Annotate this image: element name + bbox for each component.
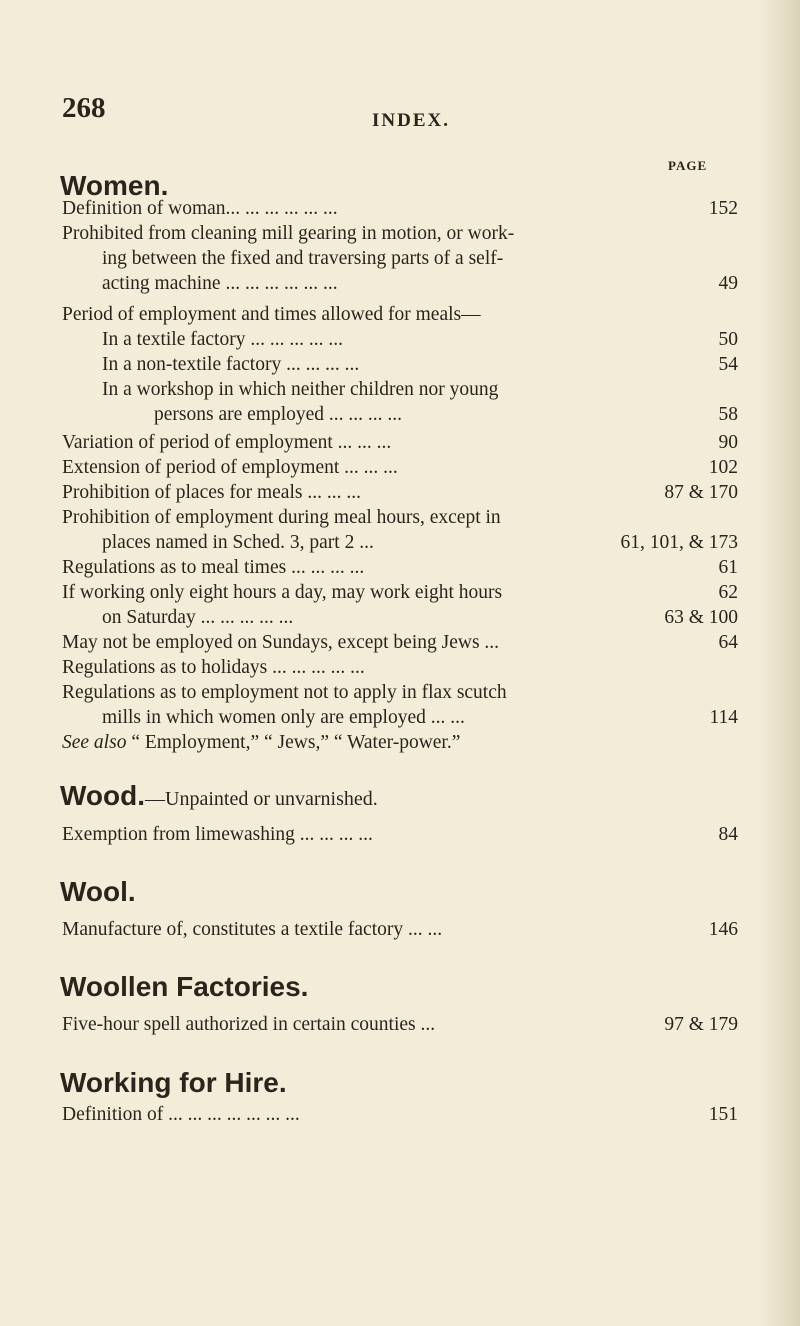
entry-page: 49 [718,273,738,294]
entry-text: Definition of woman... ... ... ... ... ... [62,198,338,219]
entry-page: 151 [708,1104,738,1125]
index-entry [62,1102,738,1127]
index-entry [62,302,738,327]
entry-page: 97 & 179 [664,1014,738,1035]
entry-text: Five-hour spell authorized in certain counties ... [62,1014,436,1035]
entry-text: Exemption from limewashing ... ... ... ... [62,824,373,845]
page-number: 268 [62,92,106,124]
index-entry [62,917,738,942]
see-also-entry [62,730,738,755]
entry-text: Definition of ... ... ... ... ... ... ... [62,1104,300,1125]
entry-text: Period of employment and times allowed for meals— [62,304,481,325]
section-heading-wool: Wool. [60,876,136,907]
entry-page: 63 & 100 [664,607,738,628]
entry-text: Variation of period of employment ... ... ... [62,432,392,453]
entry-page: 58 [718,404,738,425]
index-subentry-continuation [154,402,738,427]
entry-text: May not be employed on Sundays, except being Jews ... [62,632,500,653]
running-head: INDEX. [372,110,450,131]
index-entry-continuation [102,605,738,630]
index-entry [62,555,738,580]
index-entry-continuation [102,246,738,271]
entry-text: mills in which women only are employed ... ... [102,707,465,728]
entry-text: In a textile factory ... ... ... ... ... [102,329,343,350]
entry-page: 102 [708,457,738,478]
entry-page: 61, 101, & 173 [620,532,738,553]
entry-page: 152 [708,198,738,219]
index-subentry [102,352,738,377]
index-entry [62,1012,738,1037]
entry-text: Manufacture of, constitutes a textile factory ... ... [62,919,443,940]
index-entry-continuation [102,271,738,296]
entry-text: Prohibited from cleaning mill gearing in motion, or work- [62,223,515,244]
section-heading-wood [60,780,378,812]
entry-text: persons are employed ... ... ... ... [154,404,403,425]
entry-text: ing between the fixed and traversing parts of a self- [102,248,504,269]
index-entry [62,196,738,221]
index-entry [62,455,738,480]
heading-text: Wood. [60,780,146,811]
entry-text: In a non-textile factory ... ... ... ... [102,354,360,375]
entry-text: on Saturday ... ... ... ... ... [102,607,294,628]
entry-text: If working only eight hours a day, may work eight hours [62,582,503,603]
section-heading-working-for-hire: Working for Hire. [60,1067,287,1098]
index-entry [62,221,738,246]
index-entry-continuation [102,705,738,730]
index-entry [62,822,738,847]
entry-text: Prohibition of employment during meal hours, except in [62,507,501,528]
entry-page: 50 [718,329,738,350]
entry-text: places named in Sched. 3, part 2 ... [102,532,374,553]
index-entry [62,655,738,680]
page-edge-shadow [760,0,800,1326]
index-entry [62,680,738,705]
entry-page: 114 [709,707,738,728]
entry-text: acting machine ... ... ... ... ... ... [102,273,338,294]
entry-page: 61 [718,557,738,578]
page-column-label: PAGE [668,158,708,173]
entry-text: In a workshop in which neither children nor young [102,379,499,400]
entry-page: 62 [718,582,738,603]
entry-text: Regulations as to employment not to apply in flax scutch [62,682,507,703]
entry-page: 54 [718,354,738,375]
index-entry [62,580,738,605]
entry-text: Prohibition of places for meals ... ... ... [62,482,361,503]
index-entry [62,430,738,455]
index-subentry [102,327,738,352]
section-heading-woollen-factories: Woollen Factories. [60,971,309,1002]
index-entry [62,480,738,505]
see-also-refs: “ Employment,” “ Jews,” “ Water-power.” [126,732,461,753]
entry-page: 90 [718,432,738,453]
see-also-label: See also [62,732,127,753]
entry-text: Regulations as to meal times ... ... ... ... [62,557,365,578]
index-entry [62,630,738,655]
entry-text: Extension of period of employment ... ... ... [62,457,398,478]
index-subentry [102,377,738,402]
section-heading-women: Women. [60,170,169,201]
entry-page: 87 & 170 [664,482,738,503]
heading-subtext: —Unpainted or unvarnished. [145,788,378,810]
entry-page: 84 [718,824,738,845]
index-entry [62,505,738,530]
entry-page: 146 [708,919,738,940]
index-entry-continuation [102,530,738,555]
entry-page: 64 [718,632,738,653]
entry-text: Regulations as to holidays ... ... ... ... ... [62,657,365,678]
